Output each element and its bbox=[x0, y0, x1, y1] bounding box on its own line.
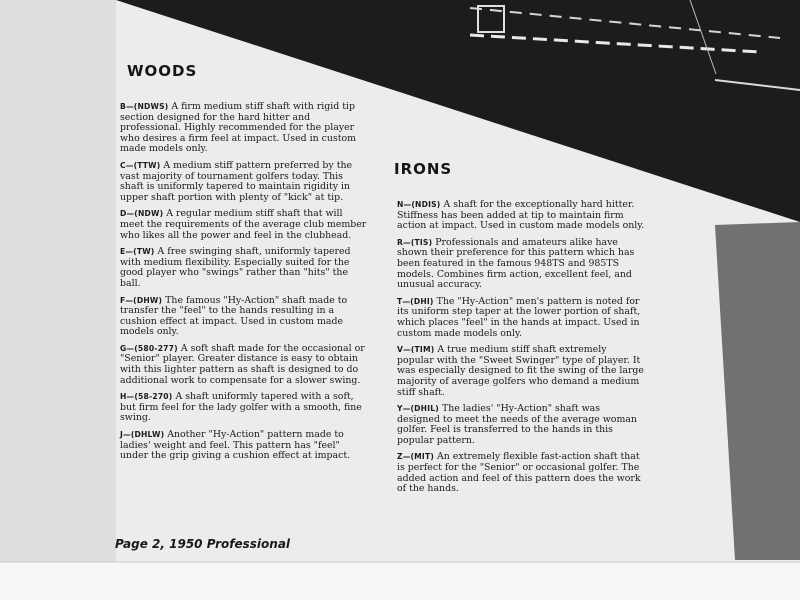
shaft-code: F—(DHW) bbox=[120, 295, 163, 305]
irons-entry bbox=[397, 238, 645, 291]
shaft-code: T—(DHI) bbox=[397, 296, 434, 306]
woods-heading: WOODS bbox=[127, 62, 198, 80]
shaft-description: A true medium stiff shaft extremely popular with the "Sweet Swinger" type of player. It was especially designed to fit the swing of the large majority of average golfers who demand a medium stiff shaft. bbox=[397, 344, 644, 398]
shaft-description: Professionals and amateurs alike have shown their preference for this pattern which has been featured in the famous 948TS and 985TS models. Combines firm action, excellent feel, and unusual accuracy. bbox=[397, 236, 635, 291]
shaft-description: A firm medium stiff shaft with rigid tip section designed for the hard hitter and professional. Highly recommended for the player who desires a firm feel at impact. Used in custom made models only. bbox=[120, 101, 357, 155]
shaft-description: A regular medium stiff shaft that will meet the requirements of the average club member who likes all the power and feel in the clubhead. bbox=[120, 208, 367, 241]
irons-heading: IRONS bbox=[394, 160, 453, 178]
irons-entry bbox=[397, 345, 645, 398]
shaft-code: N—(NDIS) bbox=[397, 200, 441, 209]
woods-entry bbox=[120, 247, 368, 289]
page-footer: Page 2, 1950 Professional bbox=[115, 537, 291, 551]
shaft-description: Another "Hy-Action" pattern made to ladies' weight and feel. This pattern has "feel" under the grip giving a cushion effect at impact. bbox=[120, 429, 351, 462]
shaft-code: H—(58-270) bbox=[120, 392, 173, 402]
irons-entry bbox=[397, 200, 645, 232]
shaft-code: Y—(DHIL) bbox=[397, 404, 439, 414]
shaft-description: The ladies' "Hy-Action" shaft was designed to meet the needs of the average woman golfer. Feel is transferred to the hands in this popular pattern. bbox=[397, 403, 637, 446]
woods-column bbox=[120, 102, 368, 468]
shaft-code: C—(TTW) bbox=[120, 160, 161, 170]
shaft-code: D—(NDW) bbox=[120, 209, 164, 219]
shaft-description: The "Hy-Action" men's pattern is noted for its uniform step taper at the lower portion of shaft, which places "feel" in the hands at impact. Used in custom made models only. bbox=[397, 295, 641, 339]
shaft-description: A free swinging shaft, uniformly tapered with medium flexibility. Especially suited for the good player who "swings" rather than "hits" the ball. bbox=[120, 246, 351, 289]
woods-entry bbox=[120, 430, 368, 462]
shaft-code: J—(DHLW) bbox=[120, 430, 165, 440]
woods-entry bbox=[120, 344, 368, 386]
shaft-code: G—(580-277) bbox=[120, 343, 178, 353]
shaft-code: V—(TIM) bbox=[397, 345, 435, 355]
irons-entry bbox=[397, 404, 645, 446]
irons-column bbox=[397, 200, 645, 501]
woods-entry bbox=[120, 296, 368, 338]
shaft-description: A soft shaft made for the occasional or "Senior" player. Greater distance is easy to obtain with this lighter pattern as shaft is designed to do additional work to compensate for a slower swing. bbox=[120, 342, 365, 386]
shaft-description: A shaft uniformly tapered with a soft, but firm feel for the lady golfer with a smooth, fine swing. bbox=[120, 391, 362, 424]
shaft-description: A shaft for the exceptionally hard hitter. Stiffness has been added at tip to maintain firm action at impact. Used in custom made models only. bbox=[397, 199, 645, 232]
woods-entry bbox=[120, 102, 368, 155]
shaft-code: R—(TIS) bbox=[397, 237, 433, 247]
shaft-code: B—(NDWS) bbox=[120, 102, 169, 111]
page-left-margin-shade bbox=[0, 0, 116, 600]
woods-entry bbox=[120, 161, 368, 203]
shaft-description: An extremely flexible fast-action shaft that is perfect for the "Senior" or occasional golfer. The added action and feel of this pattern does the work of the hands. bbox=[397, 451, 641, 495]
woods-entry bbox=[120, 209, 368, 241]
irons-entry bbox=[397, 297, 645, 339]
shaft-code: Z—(MIT) bbox=[397, 452, 435, 462]
shaft-description: The famous "Hy-Action" shaft made to transfer the "feel" to the hands resulting in a cushion effect at impact. Used in custom made models only. bbox=[120, 294, 348, 338]
shaft-description: A medium stiff pattern preferred by the vast majority of tournament golfers today. This shaft is uniformly tapered to maintain rigidity in upper shaft portion with plenty of "kick" at tip. bbox=[120, 159, 353, 203]
bottom-page-edge bbox=[0, 562, 800, 600]
woods-entry bbox=[120, 392, 368, 424]
irons-entry bbox=[397, 452, 645, 494]
shaft-code: E—(TW) bbox=[120, 247, 155, 257]
